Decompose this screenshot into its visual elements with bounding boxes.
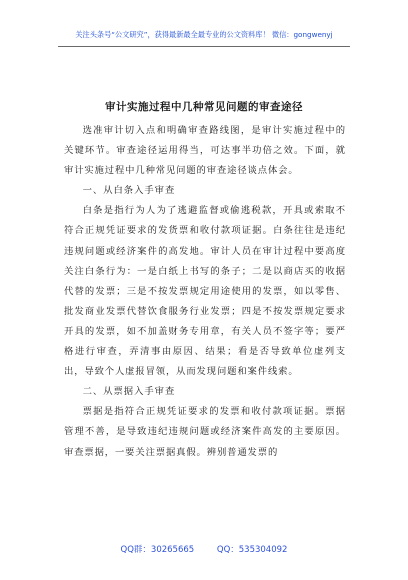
section1-paragraph: 白条是指行为人为了逃避监督或偷逃税款，开具或索取不符合正规凭证要求的发货票和收付款项证据。白条往往是违纪违规问题或经济案件的高发地。审计人员在审计过程中要高度关注白条行为：一是白纸上书写的条子；二是以商店买的收据代替的发票；三是不按发票规定用途使用的发票，如以零售、批发商业发票代替饮食服务行业发票；四是不按发票规定要求开具的发票，如不加盖财务专用章，有关人员不签字等；要严格进行审查，弄清事由原因、结果；看是否导致单位虚列支出，导致个人虚报冒领，从而发现问题和案件线索。 bbox=[64, 205, 346, 378]
footer-contact bbox=[0, 543, 408, 555]
document-body bbox=[64, 118, 346, 463]
header-divider bbox=[58, 46, 350, 47]
header-promo-text: 关注头条号“公文研究”，获得最新最全最专业的公文资料库！ 微信：gongwenyj bbox=[75, 30, 333, 39]
section2-paragraph: 票据是指符合正规凭证要求的发票和收付款项证据。票据管理不善，是导致违纪违规问题或经济案件高发的主要原因。审查票据，一要关注票据真假。辨别普通发票的 bbox=[64, 406, 346, 458]
document-title: 审计实施过程中几种常见问题的审查途径 bbox=[105, 101, 303, 113]
footer-qq-number: QQ：535304092 bbox=[216, 545, 288, 555]
section2-heading: 二、从票据入手审查 bbox=[82, 386, 176, 398]
footer-qq-group: QQ群：30265665 bbox=[120, 545, 195, 555]
section1-heading: 一、从白条入手审查 bbox=[82, 185, 176, 197]
intro-paragraph: 选准审计切入点和明确审查路线图，是审计实施过程中的关键环节。审查途径运用得当，可达事半功倍之效。下面，就审计实施过程中几种常见问题的审查途径谈点体会。 bbox=[64, 125, 346, 177]
